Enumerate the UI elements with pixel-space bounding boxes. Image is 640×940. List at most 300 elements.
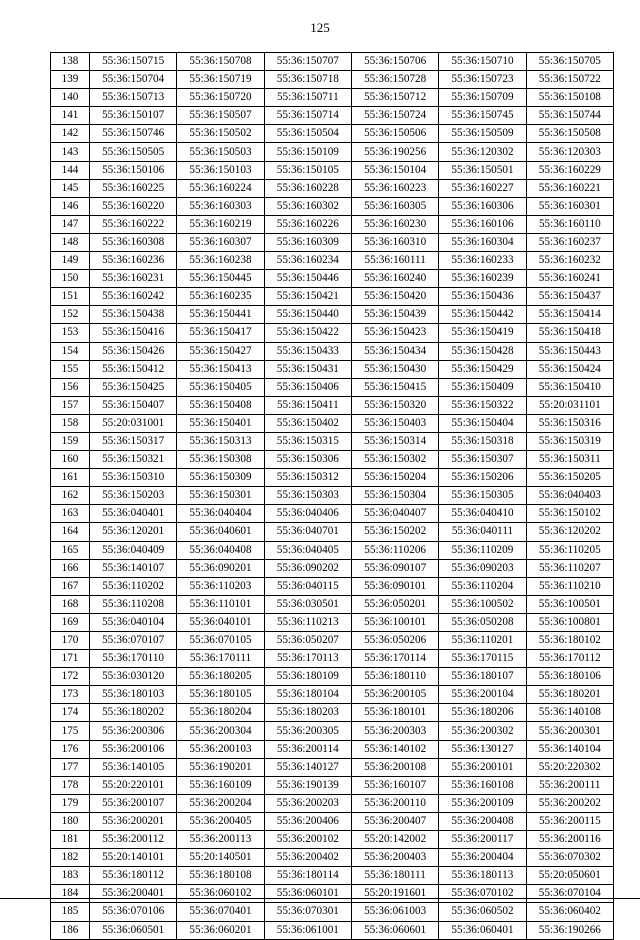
cadastral-number-cell: 55:36:040406 [264,505,351,523]
cadastral-number-cell: 55:36:040409 [90,541,177,559]
row-number-cell: 140 [51,89,90,107]
cadastral-number-cell: 55:36:150404 [439,414,526,432]
page-bottom-rule [0,898,640,899]
row-number-cell: 185 [51,903,90,921]
cadastral-number-cell: 55:36:150318 [439,432,526,450]
row-number-cell: 160 [51,451,90,469]
cadastral-number-cell: 55:36:160223 [351,179,438,197]
cadastral-number-cell: 55:36:170111 [177,650,264,668]
cadastral-number-cell: 55:36:160224 [177,179,264,197]
table-row [51,324,614,342]
cadastral-number-cell: 55:36:200402 [264,849,351,867]
cadastral-number-cell: 55:36:150322 [439,396,526,414]
row-number-cell: 161 [51,469,90,487]
table-row [51,595,614,613]
cadastral-number-cell: 55:36:160238 [177,252,264,270]
cadastral-number-cell: 55:36:150305 [439,487,526,505]
cadastral-number-cell: 55:36:150711 [264,89,351,107]
cadastral-number-cell: 55:36:050207 [264,632,351,650]
cadastral-number-cell: 55:36:190201 [177,758,264,776]
cadastral-number-cell: 55:36:160310 [351,233,438,251]
cadastral-number-cell: 55:36:150206 [439,469,526,487]
cadastral-number-cell: 55:36:150321 [90,451,177,469]
table-row [51,107,614,125]
cadastral-number-cell: 55:36:150414 [526,306,613,324]
cadastral-number-cell: 55:36:120303 [526,143,613,161]
cadastral-number-cell: 55:36:150724 [351,107,438,125]
table-row [51,794,614,812]
cadastral-number-cell: 55:36:160303 [177,197,264,215]
cadastral-number-cell: 55:36:150320 [351,396,438,414]
table-row [51,541,614,559]
cadastral-number-cell: 55:36:160306 [439,197,526,215]
cadastral-number-cell: 55:36:110207 [526,559,613,577]
cadastral-number-cell: 55:36:040401 [90,505,177,523]
row-number-cell: 142 [51,125,90,143]
cadastral-number-cell: 55:36:150708 [177,53,264,71]
cadastral-number-cell: 55:36:150709 [439,89,526,107]
table-row [51,740,614,758]
cadastral-number-cell: 55:36:040111 [439,523,526,541]
cadastral-number-cell: 55:36:150308 [177,451,264,469]
cadastral-number-cell: 55:36:150105 [264,161,351,179]
cadastral-number-cell: 55:36:150720 [177,89,264,107]
cadastral-number-cell: 55:36:180201 [526,686,613,704]
cadastral-number-cell: 55:36:150426 [90,342,177,360]
cadastral-number-cell: 55:36:160222 [90,215,177,233]
table-row [51,71,614,89]
cadastral-number-cell: 55:36:110209 [439,541,526,559]
row-number-cell: 165 [51,541,90,559]
cadastral-number-cell: 55:36:150303 [264,487,351,505]
cadastral-number-cell: 55:36:180104 [264,686,351,704]
table-row [51,233,614,251]
cadastral-number-cell: 55:36:170115 [439,650,526,668]
cadastral-number-cell: 55:36:150407 [90,396,177,414]
cadastral-number-cell: 55:36:090203 [439,559,526,577]
cadastral-number-cell: 55:36:180113 [439,867,526,885]
cadastral-number-cell: 55:36:110205 [526,541,613,559]
row-number-cell: 176 [51,740,90,758]
cadastral-number-cell: 55:36:200408 [439,812,526,830]
cadastral-number-cell: 55:36:150423 [351,324,438,342]
cadastral-number-cell: 55:36:040404 [177,505,264,523]
cadastral-number-cell: 55:36:150443 [526,342,613,360]
cadastral-number-cell: 55:36:150306 [264,451,351,469]
row-number-cell: 175 [51,722,90,740]
cadastral-number-cell: 55:20:220101 [90,776,177,794]
table-row [51,396,614,414]
table-row [51,632,614,650]
cadastral-number-cell: 55:36:200102 [264,831,351,849]
cadastral-number-cell: 55:36:150505 [90,143,177,161]
cadastral-number-cell: 55:36:150408 [177,396,264,414]
row-number-cell: 166 [51,559,90,577]
cadastral-number-cell: 55:36:160107 [351,776,438,794]
cadastral-number-cell: 55:36:100801 [526,613,613,631]
cadastral-number-cell: 55:36:160227 [439,179,526,197]
cadastral-number-cell: 55:36:200117 [439,831,526,849]
table-row [51,215,614,233]
row-number-cell: 180 [51,812,90,830]
cadastral-number-cell: 55:36:150427 [177,342,264,360]
cadastral-number-cell: 55:36:150507 [177,107,264,125]
table-row [51,650,614,668]
cadastral-number-cell: 55:36:150307 [439,451,526,469]
cadastral-number-cell: 55:36:150409 [439,378,526,396]
cadastral-number-cell: 55:36:150203 [90,487,177,505]
cadastral-number-cell: 55:36:040601 [177,523,264,541]
cadastral-number-cell: 55:36:060402 [526,903,613,921]
row-number-cell: 149 [51,252,90,270]
cadastral-number-cell: 55:20:140101 [90,849,177,867]
table-row [51,378,614,396]
cadastral-number-cell: 55:36:160111 [351,252,438,270]
cadastral-number-cell: 55:36:180102 [526,632,613,650]
cadastral-number-cell: 55:36:120201 [90,523,177,541]
cadastral-number-cell: 55:36:150315 [264,432,351,450]
cadastral-number-cell: 55:36:160305 [351,197,438,215]
cadastral-number-cell: 55:36:150424 [526,360,613,378]
table-row [51,722,614,740]
table-row [51,921,614,939]
cadastral-number-cell: 55:36:150316 [526,414,613,432]
cadastral-number-cell: 55:36:150442 [439,306,526,324]
row-number-cell: 186 [51,921,90,939]
cadastral-number-cell: 55:36:180106 [526,668,613,686]
cadastral-number-cell: 55:36:180107 [439,668,526,686]
cadastral-number-cell: 55:36:150313 [177,432,264,450]
cadastral-number-cell: 55:36:050208 [439,613,526,631]
cadastral-number-cell: 55:36:160108 [439,776,526,794]
cadastral-number-cell: 55:20:050601 [526,867,613,885]
cadastral-number-cell: 55:36:061001 [264,921,351,939]
row-number-cell: 182 [51,849,90,867]
cadastral-number-cell: 55:36:180114 [264,867,351,885]
cadastral-number-cell: 55:36:170114 [351,650,438,668]
cadastral-number-cell: 55:36:150204 [351,469,438,487]
cadastral-number-cell: 55:36:150302 [351,451,438,469]
cadastral-number-cell: 55:36:160236 [90,252,177,270]
cadastral-number-cell: 55:36:160220 [90,197,177,215]
cadastral-number-cell: 55:36:160109 [177,776,264,794]
cadastral-number-cell: 55:36:040403 [526,487,613,505]
row-number-cell: 151 [51,288,90,306]
cadastral-number-cell: 55:36:160232 [526,252,613,270]
cadastral-number-cell: 55:36:100101 [351,613,438,631]
cadastral-number-cell: 55:36:200203 [264,794,351,812]
cadastral-number-cell: 55:36:150744 [526,107,613,125]
table-row [51,867,614,885]
cadastral-number-cell: 55:36:200111 [526,776,613,794]
cadastral-number-cell: 55:36:160230 [351,215,438,233]
row-number-cell: 169 [51,613,90,631]
cadastral-number-cell: 55:36:150412 [90,360,177,378]
cadastral-number-cell: 55:36:170113 [264,650,351,668]
cadastral-number-cell: 55:36:150301 [177,487,264,505]
cadastral-number-cell: 55:36:150202 [351,523,438,541]
cadastral-number-cell: 55:36:160219 [177,215,264,233]
table-row [51,577,614,595]
cadastral-number-cell: 55:36:150109 [264,143,351,161]
table-row [51,342,614,360]
cadastral-number-cell: 55:36:110202 [90,577,177,595]
cadastral-number-cell: 55:36:030501 [264,595,351,613]
cadastral-number-cell: 55:36:110206 [351,541,438,559]
table-row [51,704,614,722]
cadastral-number-cell: 55:36:150304 [351,487,438,505]
cadastral-number-cell: 55:36:160301 [526,197,613,215]
cadastral-number-cell: 55:36:200202 [526,794,613,812]
cadastral-number-cell: 55:36:170112 [526,650,613,668]
cadastral-number-cell: 55:36:150102 [526,505,613,523]
cadastral-number-cell: 55:36:180203 [264,704,351,722]
cadastral-number-cell: 55:36:150104 [351,161,438,179]
cadastral-number-cell: 55:20:140501 [177,849,264,867]
cadastral-number-cell: 55:36:110210 [526,577,613,595]
table-row [51,686,614,704]
cadastral-number-cell: 55:36:030120 [90,668,177,686]
cadastral-number-cell: 55:36:200112 [90,831,177,849]
cadastral-number-cell: 55:36:150706 [351,53,438,71]
cadastral-number-cell: 55:36:160239 [439,270,526,288]
cadastral-number-cell: 55:36:180105 [177,686,264,704]
row-number-cell: 171 [51,650,90,668]
cadastral-number-cell: 55:36:150509 [439,125,526,143]
cadastral-number-cell: 55:36:070106 [90,903,177,921]
cadastral-number-cell: 55:36:200114 [264,740,351,758]
cadastral-number-cell: 55:36:150425 [90,378,177,396]
cadastral-number-cell: 55:36:150403 [351,414,438,432]
row-number-cell: 153 [51,324,90,342]
cadastral-number-cell: 55:36:040101 [177,613,264,631]
cadastral-number-cell: 55:36:200304 [177,722,264,740]
cadastral-number-cell: 55:36:060102 [177,885,264,903]
cadastral-number-cell: 55:36:150436 [439,288,526,306]
cadastral-number-cell: 55:36:150503 [177,143,264,161]
cadastral-number-cell: 55:36:150106 [90,161,177,179]
row-number-cell: 172 [51,668,90,686]
row-number-cell: 157 [51,396,90,414]
cadastral-number-cell: 55:36:200403 [351,849,438,867]
cadastral-number-cell: 55:36:180205 [177,668,264,686]
cadastral-number-cell: 55:36:050206 [351,632,438,650]
row-number-cell: 144 [51,161,90,179]
row-number-cell: 167 [51,577,90,595]
cadastral-number-cell: 55:36:150422 [264,324,351,342]
cadastral-number-cell: 55:36:150501 [439,161,526,179]
cadastral-number-cell: 55:36:200405 [177,812,264,830]
cadastral-number-cell: 55:36:070302 [526,849,613,867]
table-row [51,831,614,849]
cadastral-number-cell: 55:36:150704 [90,71,177,89]
cadastral-number-cell: 55:36:200116 [526,831,613,849]
cadastral-number-cell: 55:36:150433 [264,342,351,360]
cadastral-number-cell: 55:36:140105 [90,758,177,776]
cadastral-number-cell: 55:36:150504 [264,125,351,143]
cadastral-number-cell: 55:36:140104 [526,740,613,758]
cadastral-number-cell: 55:36:200407 [351,812,438,830]
cadastral-number-cell: 55:36:160234 [264,252,351,270]
row-number-cell: 158 [51,414,90,432]
cadastral-number-cell: 55:36:150310 [90,469,177,487]
cadastral-number-cell: 55:36:200204 [177,794,264,812]
cadastral-number-cell: 55:36:100501 [526,595,613,613]
cadastral-number-cell: 55:36:060601 [351,921,438,939]
cadastral-number-cell: 55:36:200106 [90,740,177,758]
table-row [51,758,614,776]
cadastral-number-cell: 55:36:150418 [526,324,613,342]
cadastral-number-cell: 55:36:150446 [264,270,351,288]
cadastral-number-cell: 55:36:180101 [351,704,438,722]
cadastral-number-cell: 55:36:150712 [351,89,438,107]
cadastral-number-cell: 55:36:150419 [439,324,526,342]
cadastral-number-cell: 55:36:200108 [351,758,438,776]
cadastral-number-cell: 55:36:150439 [351,306,438,324]
cadastral-number-cell: 55:36:150506 [351,125,438,143]
table-row [51,179,614,197]
cadastral-number-cell: 55:36:150722 [526,71,613,89]
cadastral-number-cell: 55:36:160233 [439,252,526,270]
cadastral-number-cell: 55:36:070105 [177,632,264,650]
cadastral-number-cell: 55:36:150417 [177,324,264,342]
cadastral-number-cell: 55:36:140102 [351,740,438,758]
cadastral-number-cell: 55:36:180108 [177,867,264,885]
cadastral-number-cell: 55:36:200105 [351,686,438,704]
cadastral-number-cell: 55:36:060101 [264,885,351,903]
cadastral-number-cell: 55:36:150428 [439,342,526,360]
cadastral-number-cell: 55:36:160309 [264,233,351,251]
row-number-cell: 139 [51,71,90,89]
row-number-cell: 183 [51,867,90,885]
table-row [51,668,614,686]
cadastral-number-cell: 55:36:160302 [264,197,351,215]
cadastral-number-cell: 55:20:031101 [526,396,613,414]
cadastral-number-cell: 55:36:150431 [264,360,351,378]
table-row [51,505,614,523]
cadastral-number-cell: 55:36:200302 [439,722,526,740]
row-number-cell: 141 [51,107,90,125]
row-number-cell: 174 [51,704,90,722]
row-number-cell: 145 [51,179,90,197]
table-row [51,252,614,270]
cadastral-number-cell: 55:36:180204 [177,704,264,722]
cadastral-number-cell: 55:36:150713 [90,89,177,107]
cadastral-number-cell: 55:36:200104 [439,686,526,704]
cadastral-number-cell: 55:36:110208 [90,595,177,613]
cadastral-number-cell: 55:36:040407 [351,505,438,523]
row-number-cell: 181 [51,831,90,849]
cadastral-number-cell: 55:36:150103 [177,161,264,179]
row-number-cell: 143 [51,143,90,161]
cadastral-number-cell: 55:36:150714 [264,107,351,125]
cadastral-number-cell: 55:36:150421 [264,288,351,306]
row-number-cell: 152 [51,306,90,324]
cadastral-number-cell: 55:36:150430 [351,360,438,378]
cadastral-number-cell: 55:36:160231 [90,270,177,288]
cadastral-number-table [50,52,614,940]
row-number-cell: 163 [51,505,90,523]
table-row [51,903,614,921]
cadastral-number-cell: 55:36:150719 [177,71,264,89]
cadastral-number-cell: 55:36:100502 [439,595,526,613]
cadastral-number-cell: 55:36:180103 [90,686,177,704]
cadastral-number-cell: 55:36:190139 [264,776,351,794]
cadastral-number-cell: 55:36:140108 [526,704,613,722]
cadastral-number-cell: 55:36:150411 [264,396,351,414]
table-row [51,451,614,469]
cadastral-number-cell: 55:36:150437 [526,288,613,306]
cadastral-number-cell: 55:36:200404 [439,849,526,867]
cadastral-number-cell: 55:36:180112 [90,867,177,885]
table-row [51,885,614,903]
table-row [51,559,614,577]
table-row [51,125,614,143]
cadastral-number-cell: 55:36:140107 [90,559,177,577]
table-row [51,143,614,161]
cadastral-number-cell: 55:36:150312 [264,469,351,487]
cadastral-number-cell: 55:36:160229 [526,161,613,179]
cadastral-number-cell: 55:36:180202 [90,704,177,722]
cadastral-number-cell: 55:36:050201 [351,595,438,613]
cadastral-number-cell: 55:36:150715 [90,53,177,71]
cadastral-number-cell: 55:36:160304 [439,233,526,251]
row-number-cell: 177 [51,758,90,776]
cadastral-number-cell: 55:36:200109 [439,794,526,812]
cadastral-number-cell: 55:36:040410 [439,505,526,523]
page-number: 125 [310,20,330,35]
cadastral-number-cell: 55:36:200305 [264,722,351,740]
cadastral-number-cell: 55:36:130127 [439,740,526,758]
cadastral-number-cell: 55:36:090201 [177,559,264,577]
cadastral-number-cell: 55:36:200107 [90,794,177,812]
cadastral-number-cell: 55:36:200306 [90,722,177,740]
cadastral-number-cell: 55:36:150108 [526,89,613,107]
cadastral-number-cell: 55:36:150405 [177,378,264,396]
cadastral-number-cell: 55:20:191601 [351,885,438,903]
table-body [51,53,614,940]
cadastral-number-cell: 55:36:150317 [90,432,177,450]
cadastral-number-cell: 55:36:190266 [526,921,613,939]
cadastral-number-cell: 55:36:110201 [439,632,526,650]
cadastral-number-cell: 55:36:160242 [90,288,177,306]
cadastral-number-cell: 55:36:150410 [526,378,613,396]
cadastral-number-cell: 55:36:090202 [264,559,351,577]
cadastral-number-cell: 55:36:150508 [526,125,613,143]
cadastral-number-cell: 55:36:150728 [351,71,438,89]
cadastral-number-cell: 55:36:090107 [351,559,438,577]
cadastral-number-cell: 55:36:060501 [90,921,177,939]
cadastral-number-cell: 55:36:150319 [526,432,613,450]
cadastral-number-cell: 55:36:200103 [177,740,264,758]
table-row [51,613,614,631]
table-row [51,161,614,179]
cadastral-number-cell: 55:36:200115 [526,812,613,830]
cadastral-number-cell: 55:36:150413 [177,360,264,378]
cadastral-number-cell: 55:36:180206 [439,704,526,722]
cadastral-number-cell: 55:36:160221 [526,179,613,197]
cadastral-number-cell: 55:36:150438 [90,306,177,324]
cadastral-number-cell: 55:36:150309 [177,469,264,487]
cadastral-number-cell: 55:20:220302 [526,758,613,776]
row-number-cell: 168 [51,595,90,613]
cadastral-number-cell: 55:36:150416 [90,324,177,342]
cadastral-number-cell: 55:36:140127 [264,758,351,776]
cadastral-number-cell: 55:36:070102 [439,885,526,903]
cadastral-number-cell: 55:36:040405 [264,541,351,559]
row-number-cell: 170 [51,632,90,650]
row-number-cell: 159 [51,432,90,450]
